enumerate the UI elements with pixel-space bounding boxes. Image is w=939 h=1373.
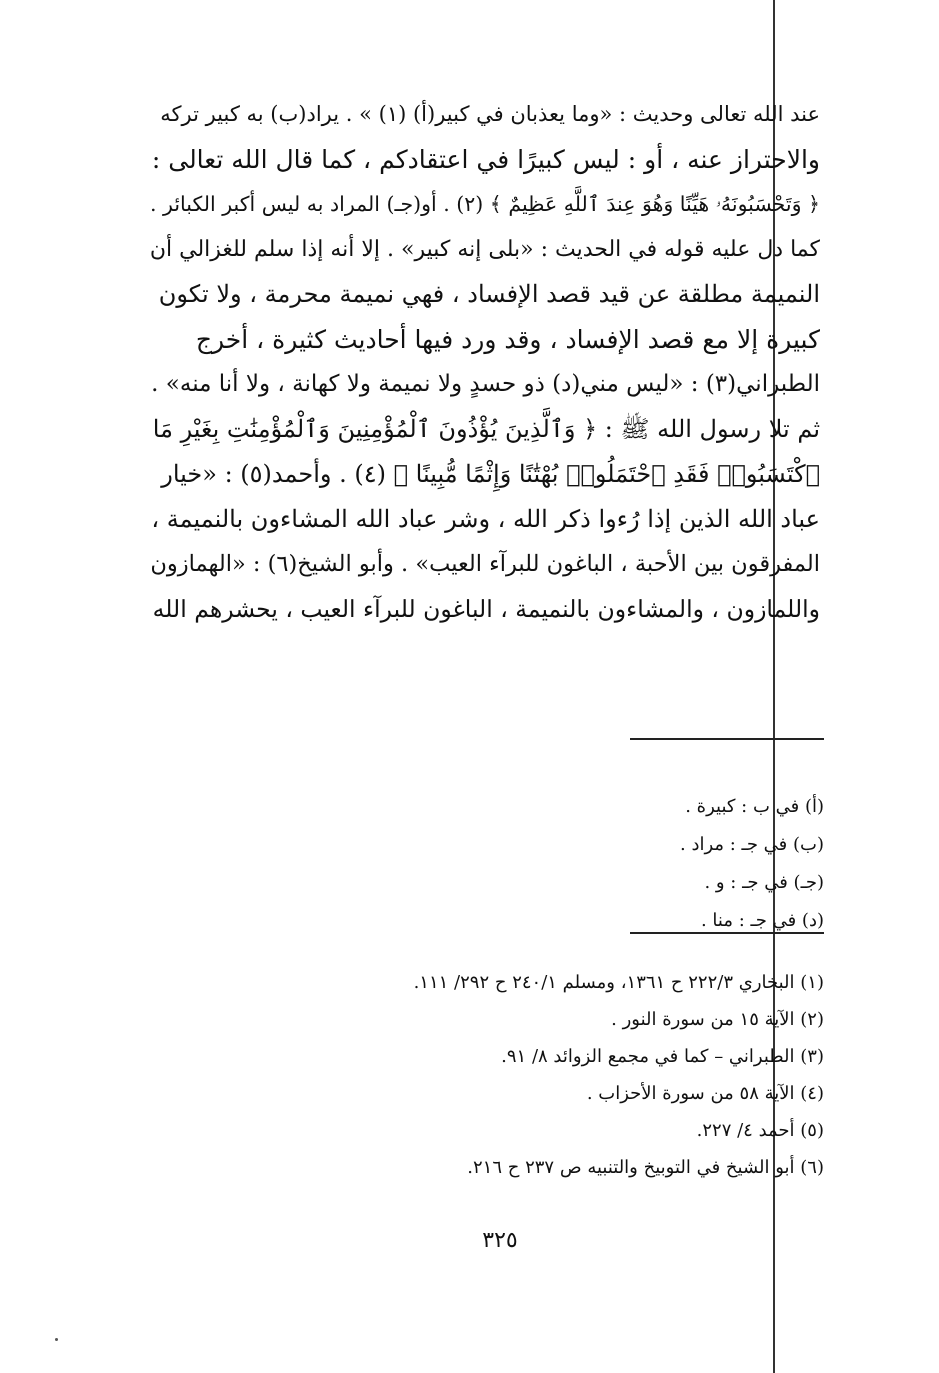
text-line: والاحتراز عنه ، أو : ليس كبيرًا في اعتقادكم ، كما قال الله تعالى :	[151, 145, 820, 174]
footnote-separator-rule	[630, 932, 824, 934]
scan-speck	[55, 1338, 58, 1341]
text-line: كما دل عليه قوله في الحديث : «بلى إنه كبير» . إلا أنه إذا سلم للغزالي أن	[150, 237, 820, 262]
variant-note: (ب) في جـ : مراد .	[680, 834, 824, 855]
text-line: واللمازون ، والمشاءون بالنميمة ، الباغون للبرآء العيب ، يحشرهم الله	[152, 595, 820, 623]
text-line: عند الله تعالى وحديث : «وما يعذبان في كبير(أ) (١) » . يراد(ب) به كبير تركه	[160, 102, 820, 126]
reference-footnotes	[264, 964, 824, 1186]
page-number: ٣٢٥	[482, 1228, 518, 1253]
text-line: كبيرة إلا مع قصد الإفساد ، وقد ورد فيها أحاديث كثيرة ، أخرج	[195, 325, 820, 354]
variant-note: (د) في جـ : منا .	[700, 910, 824, 931]
footnote: (٦) أبو الشيخ في التوبيخ والتنبيه ص ٢٣٧ ح ٢١٦.	[467, 1157, 824, 1178]
text-line: ﴿ وَتَحْسَبُونَهُۥ هَيِّنًا وَهُوَ عِندَ ٱللَّهِ عَظِيمٌ ﴾ (٢) . أو(جـ) المراد به ليس أكبر الكبائر .	[150, 192, 820, 216]
footnote: (١) البخاري ٢٢٢/٣ ح ١٣٦١، ومسلم ٢٤٠/١ ح ٢٩٢/ ١١١.	[413, 972, 824, 993]
text-line: الطبراني(٣) : «ليس مني(د) ذو حسدٍ ولا نميمة ولا كهانة ، ولا أنا منه» .	[151, 371, 820, 397]
text-line: عباد الله الذين إذا رُءوا ذكر الله ، وشر عباد الله المشاءون بالنميمة ،	[151, 505, 820, 533]
main-text-body	[150, 92, 820, 632]
variant-notes	[524, 788, 824, 940]
variant-note: (أ) في ب : كبيرة .	[685, 796, 824, 817]
footnote: (٣) الطبراني – كما في مجمع الزوائد ٨/ ٩١.	[501, 1046, 824, 1067]
footnote: (٤) الآية ٥٨ من سورة الأحزاب .	[586, 1083, 824, 1104]
variant-note: (جـ) في جـ : و .	[704, 872, 824, 893]
text-line: المفرقون بين الأحبة ، الباغون للبرآء العيب» . وأبو الشيخ(٦) : «الهمازون	[150, 551, 820, 577]
footnote: (٥) أحمد ٤/ ٢٢٧.	[696, 1120, 824, 1141]
text-line: ٱكْتَسَبُوا۟ فَقَدِ ٱحْتَمَلُوا۟ بُهْتَٰنًا وَإِثْمًا مُّبِينًا ﴾ (٤) . وأحمد(٥) : «خيار	[161, 460, 820, 488]
text-line: النميمة مطلقة عن قيد قصد الإفساد ، فهي نميمة محرمة ، ولا تكون	[158, 280, 820, 308]
footnote: (٢) الآية ١٥ من سورة النور .	[611, 1009, 824, 1030]
text-line: ثم تلا رسول الله ﷺ : ﴿ وَٱلَّذِينَ يُؤْذُونَ ٱلْمُؤْمِنِينَ وَٱلْمُؤْمِنَٰتِ بِغَيْرِ مَا	[152, 415, 820, 443]
footnote-separator-rule	[630, 738, 824, 740]
